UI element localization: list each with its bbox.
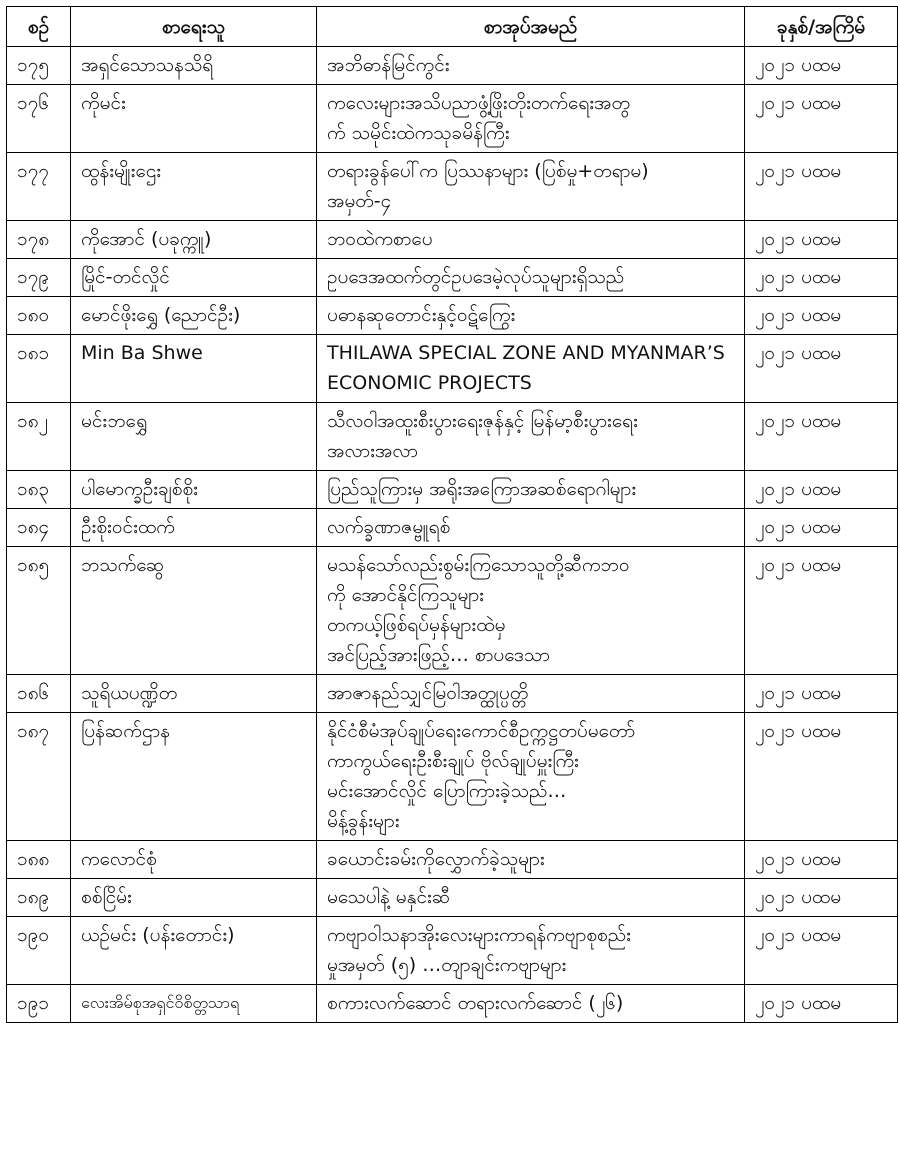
row-author: မြိုင်-တင်လှိုင်	[71, 259, 317, 297]
row-title	[317, 259, 745, 297]
row-edition: ၂၀၂၁ ပထမ	[745, 297, 898, 335]
row-title-line: ECONOMIC PROJECTS	[327, 372, 532, 394]
row-number: ၁၈၅	[7, 547, 71, 675]
header-title: စာအုပ်အမည်	[317, 7, 745, 47]
row-title	[317, 85, 745, 153]
row-title	[317, 403, 745, 471]
row-title	[317, 153, 745, 221]
row-edition: ၂၀၂၁ ပထမ	[745, 917, 898, 985]
row-number: ၁၇၇	[7, 153, 71, 221]
row-title-line: ကာကွယ်ရေးဦးစီးချုပ် ဗိုလ်ချုပ်မှူးကြီး	[327, 750, 579, 772]
row-title	[317, 221, 745, 259]
row-title-line: သီလဝါအထူးစီးပွားရေးဇုန်နှင့် မြန်မာ့စီးပွားရေး	[327, 410, 638, 432]
table-row	[7, 713, 898, 841]
row-title	[317, 471, 745, 509]
table-row	[7, 221, 898, 259]
row-number: ၁၈၄	[7, 509, 71, 547]
row-title-line: ကို အောင်နိုင်ကြသူများ	[327, 584, 485, 606]
table-body	[7, 47, 898, 1023]
row-author: မင်းဘရွှေ	[71, 403, 317, 471]
row-edition: ၂၀၂၁ ပထမ	[745, 985, 898, 1023]
row-author: ပါမောက္ခဦးချစ်စိုး	[71, 471, 317, 509]
table-row	[7, 47, 898, 85]
row-number: ၁၈၂	[7, 403, 71, 471]
row-number: ၁၈၇	[7, 713, 71, 841]
row-edition: ၂၀၂၁ ပထမ	[745, 47, 898, 85]
table-row	[7, 509, 898, 547]
row-number: ၁၉၀	[7, 917, 71, 985]
row-edition: ၂၀၂၁ ပထမ	[745, 509, 898, 547]
table-row	[7, 297, 898, 335]
row-author: လေးအိမ်စုအရှင်ဝိစိတ္တသာရ	[71, 985, 317, 1023]
header-author: စာရေးသူ	[71, 7, 317, 47]
row-number: ၁၈၃	[7, 471, 71, 509]
row-title	[317, 841, 745, 879]
row-number: ၁၉၁	[7, 985, 71, 1023]
row-title-line: တရားခွန်ပေါ်က ပြဿနာများ (ပြစ်မှု+တရာမ)	[327, 160, 649, 182]
row-title-line: THILAWA SPECIAL ZONE AND MYANMAR’S	[327, 342, 725, 364]
row-edition: ၂၀၂၁ ပထမ	[745, 879, 898, 917]
row-author: ကိုမင်း	[71, 85, 317, 153]
row-title	[317, 509, 745, 547]
row-title-line: က် သမိုင်းထဲကသုခမိန်ကြီး	[327, 122, 510, 144]
row-author: သူရိယပဏ္ဍိတ	[71, 675, 317, 713]
header-edition: ခုနှစ်/အကြိမ်	[745, 7, 898, 47]
row-author: ဦးစိုးဝင်းထက်	[71, 509, 317, 547]
row-edition: ၂၀၂၁ ပထမ	[745, 221, 898, 259]
row-title-line: နိုင်ငံစီမံအုပ်ချုပ်ရေးကောင်စီဥက္ကဋ္ဌတပ်မတော်	[327, 720, 636, 742]
row-title-line: ပဓာနဆုတောင်းနှင့်ဝဋ်ကြွေး	[327, 304, 516, 326]
table-row	[7, 675, 898, 713]
table-row	[7, 985, 898, 1023]
table-row	[7, 403, 898, 471]
row-title	[317, 675, 745, 713]
row-title-line: အဘိဓာန်မြင်ကွင်း	[327, 54, 450, 76]
row-number: ၁၇၉	[7, 259, 71, 297]
row-title	[317, 985, 745, 1023]
row-title	[317, 335, 745, 403]
table-row	[7, 85, 898, 153]
row-number: ၁၇၈	[7, 221, 71, 259]
row-author: ကိုအောင် (ပခုက္ကူ)	[71, 221, 317, 259]
row-title-line: မှုအမှတ် (၅) …တျာချင်းကဗျာများ	[327, 954, 567, 976]
row-title	[317, 297, 745, 335]
row-title	[317, 879, 745, 917]
row-title-line: အမှတ်-၄	[327, 190, 392, 212]
row-title	[317, 713, 745, 841]
row-number: ၁၈၉	[7, 879, 71, 917]
row-title-line: မိန့်ခွန်းများ	[327, 810, 400, 832]
row-title-line: အာဇာနည်သျှင်မြဝါအတ္ထုပ္ပတ္တိ	[327, 682, 529, 704]
table-row	[7, 335, 898, 403]
row-title-line: ဥပဒေအထက်တွင်ဥပဒေမဲ့လုပ်သူများရှိသည်	[327, 266, 625, 288]
row-author: ထွန်းမျိုးဌေး	[71, 153, 317, 221]
table-row	[7, 547, 898, 675]
row-author: ယဉ်မင်း (ပန်းတောင်း)	[71, 917, 317, 985]
row-title	[317, 47, 745, 85]
row-number: ၁၈၁	[7, 335, 71, 403]
row-number: ၁၇၆	[7, 85, 71, 153]
table-row	[7, 841, 898, 879]
row-author: ဘသက်ဆွေ	[71, 547, 317, 675]
row-title-line: မသေပါနဲ့ မနှင်းဆီ	[327, 886, 451, 908]
row-edition: ၂၀၂၁ ပထမ	[745, 85, 898, 153]
row-title-line: တကယ့်ဖြစ်ရပ်မှန်များထဲမှ	[327, 614, 506, 636]
row-number: ၁၇၅	[7, 47, 71, 85]
row-title-line: ကဗျာဝါသနာအိုးလေးများကာရန်ကဗျာစုစည်း	[327, 924, 631, 946]
row-title-line: ဘဝထဲကစာပေ	[327, 228, 433, 250]
row-author: ကလောင်စုံ	[71, 841, 317, 879]
row-edition: ၂၀၂၁ ပထမ	[745, 675, 898, 713]
row-edition: ၂၀၂၁ ပထမ	[745, 713, 898, 841]
row-edition: ၂၀၂၁ ပထမ	[745, 335, 898, 403]
row-number: ၁၈၀	[7, 297, 71, 335]
row-author: ပြန်ဆက်ဌာန	[71, 713, 317, 841]
table-row	[7, 259, 898, 297]
row-title	[317, 917, 745, 985]
row-title-line: ကလေးများအသိပညာဖွံ့ဖြိုးတိုးတက်ရေးအတွ	[327, 92, 630, 114]
row-author: စစ်ငြိမ်း	[71, 879, 317, 917]
row-author: Min Ba Shwe	[71, 335, 317, 403]
row-title-line: စကားလက်ဆောင် တရားလက်ဆောင် (၂၆)	[327, 992, 624, 1014]
row-edition: ၂၀၂၁ ပထမ	[745, 547, 898, 675]
table-row	[7, 917, 898, 985]
row-title-line: အလားအလာ	[327, 440, 418, 462]
row-title-line: အင်ပြည့်အားဖြည့်… စာပဒေသာ	[327, 644, 550, 666]
row-edition: ၂၀၂၁ ပထမ	[745, 403, 898, 471]
row-number: ၁၈၈	[7, 841, 71, 879]
row-number: ၁၈၆	[7, 675, 71, 713]
row-edition: ၂၀၂၁ ပထမ	[745, 841, 898, 879]
row-title-line: ခယောင်းခမ်းကိုလွှောက်ခဲ့သူများ	[327, 848, 545, 870]
row-edition: ၂၀၂၁ ပထမ	[745, 259, 898, 297]
row-edition: ၂၀၂၁ ပထမ	[745, 471, 898, 509]
row-author: မောင်ဖိုးရွှေ (ညောင်ဦး)	[71, 297, 317, 335]
row-title-line: ပြည်သူကြားမှ အရိုးအကြောအဆစ်ရောဂါများ	[327, 478, 637, 500]
row-author: အရှင်သောသနသိရိ	[71, 47, 317, 85]
row-title-line: မင်းအောင်လှိုင် ပြောကြားခဲ့သည်…	[327, 780, 567, 802]
table-row	[7, 879, 898, 917]
book-list-table	[6, 6, 898, 1023]
table-row	[7, 471, 898, 509]
row-title-line: လက်ခ္ခဏာဇမ္ဗူရစ်	[327, 516, 451, 538]
table-row	[7, 153, 898, 221]
row-title	[317, 547, 745, 675]
header-no: စဉ်	[7, 7, 71, 47]
row-title-line: မသန်သော်လည်းစွမ်းကြသောသူတို့ဆီကဘဝ	[327, 554, 630, 576]
table-header-row	[7, 7, 898, 47]
row-edition: ၂၀၂၁ ပထမ	[745, 153, 898, 221]
